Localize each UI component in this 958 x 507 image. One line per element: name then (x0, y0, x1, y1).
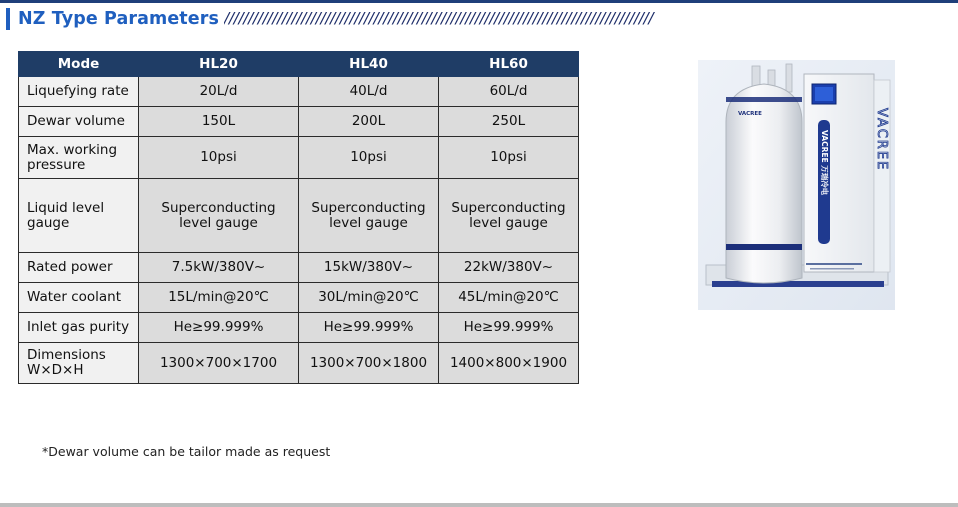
table-cell: 150L (139, 107, 299, 137)
row-label: Max. working pressure (19, 137, 139, 179)
table-cell: 15kW/380V~ (299, 253, 439, 283)
table-cell: 1400×800×1900 (439, 343, 579, 384)
title-accent (6, 8, 10, 30)
row-label: Dimensions W×D×H (19, 343, 139, 384)
table-cell: He≥99.999% (439, 313, 579, 343)
table-cell: 20L/d (139, 77, 299, 107)
table-cell: Superconducting level gauge (139, 179, 299, 253)
side-logo: VACREE (874, 108, 889, 172)
row-label: Liquefying rate (19, 77, 139, 107)
table-row (19, 283, 579, 313)
column-header-hl40: HL40 (299, 52, 439, 77)
tank-label: VACREE (738, 111, 762, 117)
row-label: Dewar volume (19, 107, 139, 137)
column-header-hl60: HL60 (439, 52, 579, 77)
table-cell: 200L (299, 107, 439, 137)
table-cell: 15L/min@20℃ (139, 283, 299, 313)
table-row (19, 107, 579, 137)
table-row (19, 179, 579, 253)
cabinet-label: VACREE 万瑞冷电 (820, 130, 829, 196)
table-row (19, 253, 579, 283)
table-cell: 1300×700×1700 (139, 343, 299, 384)
table-cell: 22kW/380V~ (439, 253, 579, 283)
table-cell: Superconducting level gauge (439, 179, 579, 253)
table-cell: 10psi (139, 137, 299, 179)
page-title: NZ Type Parameters (18, 9, 219, 29)
footnote: *Dewar volume can be tailor made as request (42, 444, 331, 459)
row-label: Rated power (19, 253, 139, 283)
column-header-hl20: HL20 (139, 52, 299, 77)
row-label: Inlet gas purity (19, 313, 139, 343)
title-bar (6, 8, 219, 30)
table-cell: 7.5kW/380V~ (139, 253, 299, 283)
table-row (19, 77, 579, 107)
table-cell: 40L/d (299, 77, 439, 107)
table-cell: 30L/min@20℃ (299, 283, 439, 313)
table-cell: He≥99.999% (139, 313, 299, 343)
table-cell: 45L/min@20℃ (439, 283, 579, 313)
row-label: Water coolant (19, 283, 139, 313)
parameters-table (18, 51, 579, 384)
liquefier-illustration (698, 60, 895, 310)
table-cell: Superconducting level gauge (299, 179, 439, 253)
table-cell: 1300×700×1800 (299, 343, 439, 384)
product-image (698, 60, 895, 310)
table-row (19, 313, 579, 343)
title-hatch-decoration: ///////////////////////////////////////////////////////////////////////////////////////// (224, 9, 654, 27)
bottom-rule (0, 503, 958, 507)
table-cell: 250L (439, 107, 579, 137)
table-cell: 10psi (439, 137, 579, 179)
column-header-mode: Mode (19, 52, 139, 77)
top-rule (0, 0, 958, 3)
table-header-row (19, 52, 579, 77)
table-row (19, 343, 579, 384)
table-cell: 10psi (299, 137, 439, 179)
table-cell: 60L/d (439, 77, 579, 107)
table-cell: He≥99.999% (299, 313, 439, 343)
table-row (19, 137, 579, 179)
row-label: Liquid level gauge (19, 179, 139, 253)
